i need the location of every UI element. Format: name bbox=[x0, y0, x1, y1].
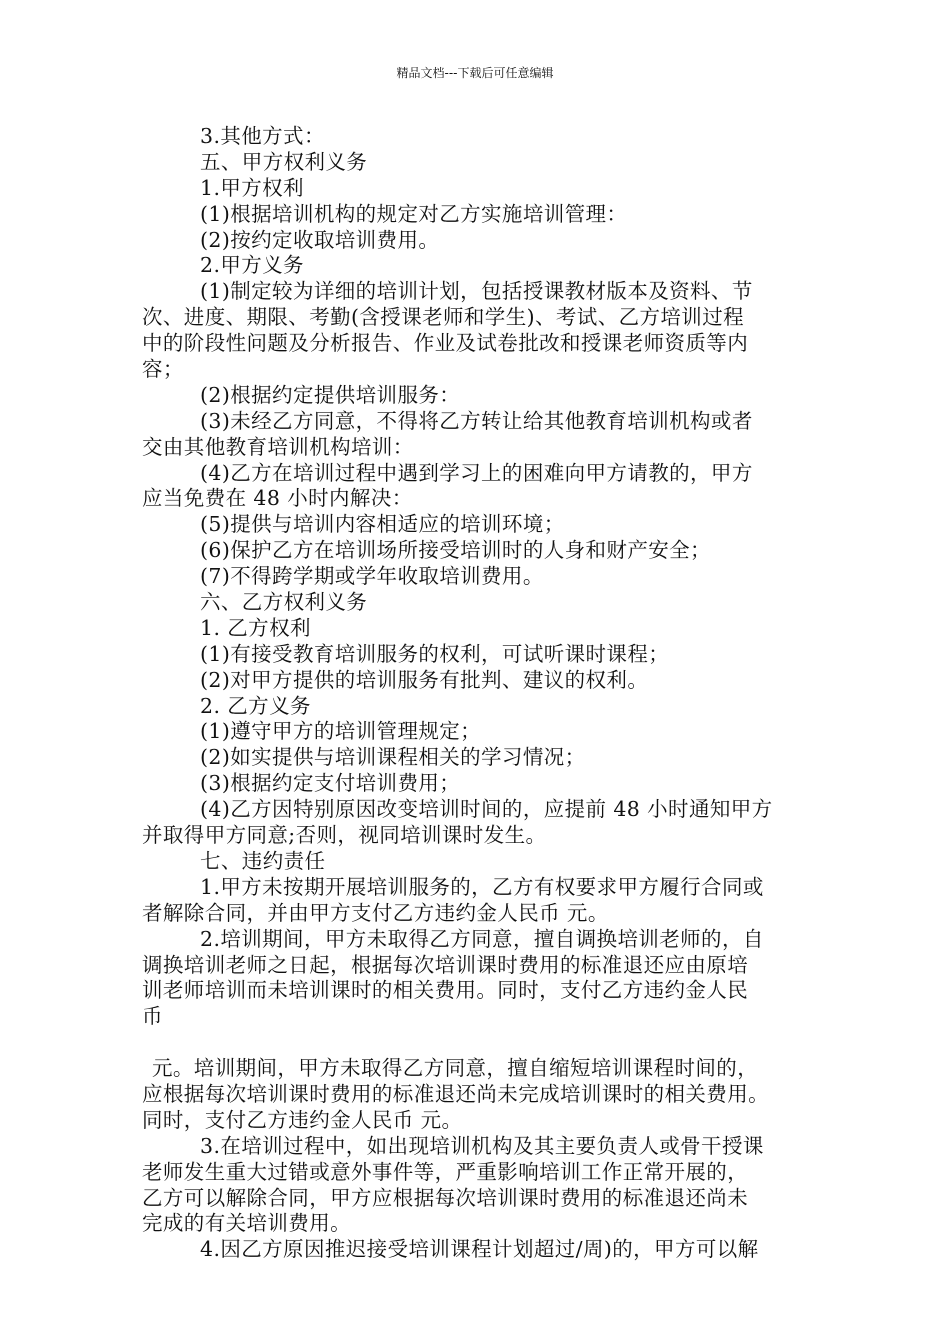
text-line: (1)遵守甲方的培训管理规定； bbox=[200, 719, 482, 744]
subsection-heading: 1. 乙方权利 bbox=[200, 615, 311, 640]
text-line: (2)如实提供与培训课程相关的学习情况； bbox=[200, 745, 586, 770]
text-line: 并取得甲方同意;否则，视同培训课时发生。 bbox=[142, 823, 547, 848]
text-line: (1)制定较为详细的培训计划，包括授课教材版本及资料、节 bbox=[200, 279, 753, 304]
text-line: (3)根据约定支付培训费用； bbox=[200, 771, 461, 796]
text-line: 4.因乙方原因推迟接受培训课程计划超过/周)的，甲方可以解 bbox=[200, 1237, 759, 1262]
text-line: 2.培训期间，甲方未取得乙方同意，擅自调换培训老师的，自 bbox=[200, 926, 764, 951]
document-body bbox=[142, 124, 822, 1263]
text-line: 容； bbox=[142, 357, 184, 382]
page-header: 精品文档---下载后可任意编辑 bbox=[396, 66, 554, 80]
section-heading: 七、违约责任 bbox=[200, 848, 326, 873]
section-heading: 五、甲方权利义务 bbox=[200, 149, 368, 174]
blank-line bbox=[142, 1030, 822, 1056]
text-line: (1)根据培训机构的规定对乙方实施培训管理： bbox=[200, 201, 628, 226]
text-line: 3.在培训过程中，如出现培训机构及其主要负责人或骨干授课 bbox=[200, 1133, 764, 1158]
subsection-heading: 2. 乙方义务 bbox=[200, 693, 311, 718]
text-line: 交由其他教育培训机构培训： bbox=[142, 434, 414, 459]
section-heading: 六、乙方权利义务 bbox=[200, 590, 368, 615]
text-line: (4)乙方在培训过程中遇到学习上的困难向甲方请教的，甲方 bbox=[200, 460, 753, 485]
text-line: 应当免费在 48 小时内解决： bbox=[142, 486, 413, 511]
subsection-heading: 2.甲方义务 bbox=[200, 253, 304, 278]
text-line: 训老师培训而未培训课时的相关费用。同时，支付乙方违约金人民 bbox=[142, 978, 749, 1003]
text-line: 1.甲方未按期开展培训服务的，乙方有权要求甲方履行合同或 bbox=[200, 874, 764, 899]
text-line: (2)根据约定提供培训服务： bbox=[200, 382, 461, 407]
text-line: (3)未经乙方同意，不得将乙方转让给其他教育培训机构或者 bbox=[200, 408, 753, 433]
text-line: (1)有接受教育培训服务的权利，可试听课时课程； bbox=[200, 641, 670, 666]
text-line: (7)不得跨学期或学年收取培训费用。 bbox=[200, 564, 544, 589]
text-line: 完成的有关培训费用。 bbox=[142, 1211, 351, 1236]
text-line: (2)对甲方提供的培训服务有批判、建议的权利。 bbox=[200, 667, 649, 692]
text-line: (5)提供与培训内容相适应的培训环境； bbox=[200, 512, 565, 537]
text-line: (6)保护乙方在培训场所接受培训时的人身和财产安全； bbox=[200, 538, 711, 563]
subsection-heading: 1.甲方权利 bbox=[200, 175, 304, 200]
text-line: 乙方可以解除合同，甲方应根据每次培训课时费用的标准退还尚未 bbox=[142, 1185, 749, 1210]
text-line: 元。培训期间，甲方未取得乙方同意，擅自缩短培训课程时间的， bbox=[152, 1056, 759, 1081]
text-line: (4)乙方因特别原因改变培训时间的，应提前 48 小时通知甲方 bbox=[200, 797, 773, 822]
text-line: 币 bbox=[142, 1004, 163, 1029]
text-line: 中的阶段性问题及分析报告、作业及试卷批改和授课老师资质等内 bbox=[142, 331, 749, 356]
text-line: 应根据每次培训课时费用的标准退还尚未完成培训课时的相关费用。 bbox=[142, 1081, 769, 1106]
text-line: 次、进度、期限、考勤(含授课老师和学生)、考试、乙方培训过程 bbox=[142, 305, 744, 330]
text-line: 3.其他方式： bbox=[200, 124, 325, 148]
text-line: 调换培训老师之日起，根据每次培训课时费用的标准退还应由原培 bbox=[142, 952, 749, 977]
text-line: (2)按约定收取培训费用。 bbox=[200, 227, 440, 252]
text-line: 老师发生重大过错或意外事件等，严重影响培训工作正常开展的， bbox=[142, 1159, 749, 1184]
text-line: 同时，支付乙方违约金人民币 元。 bbox=[142, 1107, 463, 1132]
text-line: 者解除合同，并由甲方支付乙方违约金人民币 元。 bbox=[142, 900, 609, 925]
